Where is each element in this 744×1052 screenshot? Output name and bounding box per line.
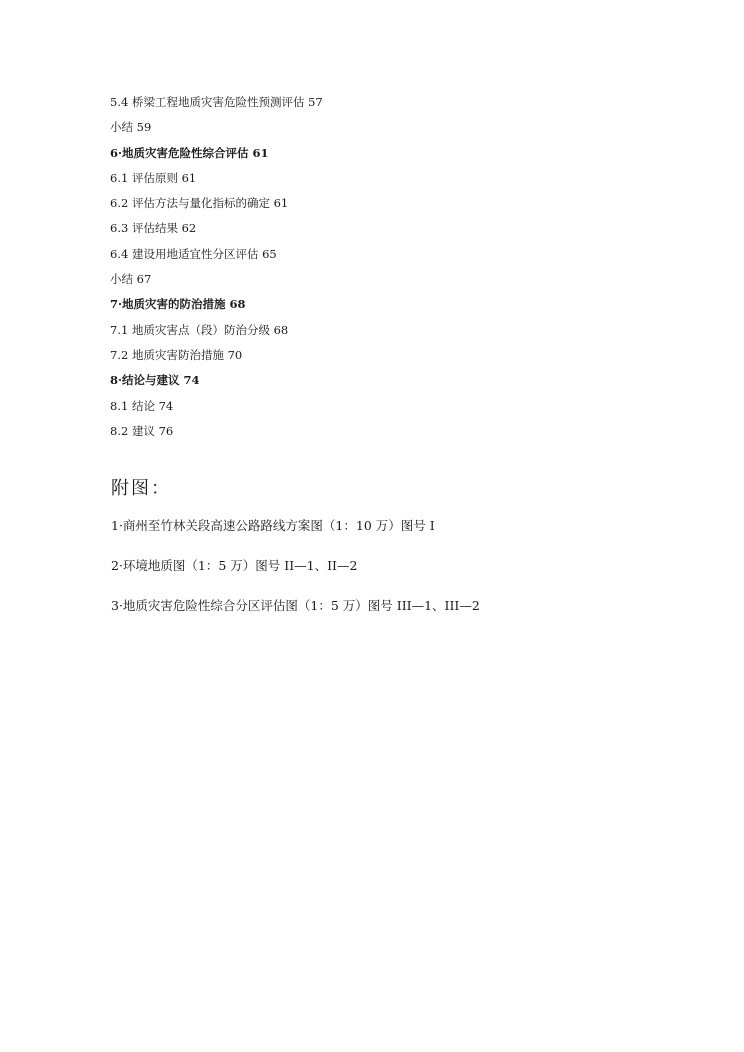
toc-entry: 6.4 建设用地适宜性分区评估 65 [110,246,277,261]
toc-chapter-entry: 7·地质灾害的防治措施 68 [110,297,246,312]
appendix-title: 附图： [111,478,171,499]
toc-entry: 8.1 结论 74 [110,398,174,413]
toc-entry: 7.2 地质灾害防治措施 70 [110,347,243,362]
toc-entry: 7.1 地质灾害点（段）防治分级 68 [110,322,289,337]
toc-entry: 8.2 建议 76 [110,423,174,438]
toc-entry: 6.1 评估原则 61 [110,170,197,185]
appendix-item: 1·商州至竹林关段高速公路路线方案图（1：10 万）图号 I [111,518,435,533]
toc-entry: 6.2 评估方法与量化指标的确定 61 [110,196,289,211]
toc-entry: 6.3 评估结果 62 [110,221,197,236]
toc-entry: 5.4 桥梁工程地质灾害危险性预测评估 57 [110,95,323,109]
toc-chapter-entry: 8·结论与建议 74 [110,373,200,388]
toc-entry: 小结 59 [110,120,152,135]
toc-chapter-entry: 6·地质灾害危险性综合评估 61 [110,145,269,160]
appendix-item: 3·地质灾害危险性综合分区评估图（1：5 万）图号 III—1、III—2 [111,598,480,613]
toc-entry: 小结 67 [110,272,152,287]
appendix-list [111,510,711,630]
appendix-item: 2·环境地质图（1：5 万）图号 II—1、II—2 [111,558,358,573]
table-of-contents [110,90,670,444]
